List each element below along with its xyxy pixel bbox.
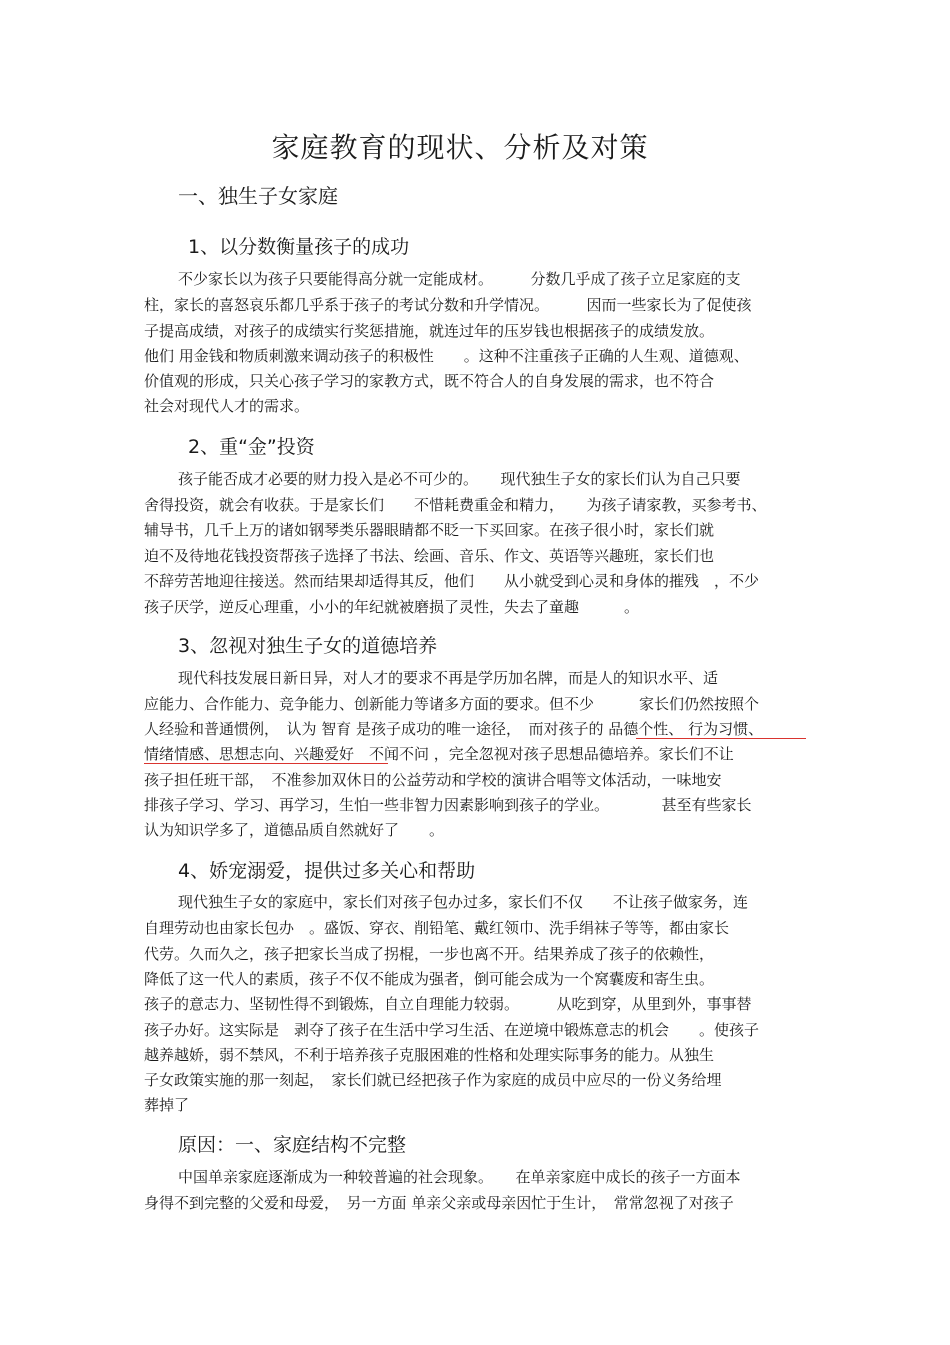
paragraph-line: 社会对现代人才的需求。 <box>144 397 310 415</box>
paragraph-line: 身得不到完整的父爱和母爱， 另一方面 单亲父亲或母亲因忙于生计， 常常忽视了对孩子 <box>144 1194 734 1212</box>
paragraph-line: 认为知识学多了，道德品质自然就好了 。 <box>144 821 445 839</box>
paragraph-line: 情绪情感、思想志向、兴趣爱好 不闻不问 ，完全忽视对孩子思想品德培养。家长们不让 <box>144 745 734 763</box>
paragraph-line: 孩子厌学，逆反心理重，小小的年纪就被磨损了灵性，失去了童趣 。 <box>144 598 640 616</box>
paragraph-line: 应能力、合作能力、竞争能力、创新能力等诸多方面的要求。但不少 家长们仍然按照个 <box>144 695 760 713</box>
paragraph-line: 不辞劳苦地迎往接送。然而结果却适得其反，他们 从小就受到心灵和身体的摧残 ，不少 <box>144 572 760 590</box>
paragraph-line: 辅导书，几千上万的诸如钢琴类乐器眼睛都不眨一下买回家。在孩子很小时，家长们就 <box>144 521 715 539</box>
paragraph-line: 中国单亲家庭逐渐成为一种较普遍的社会现象。 在单亲家庭中成长的孩子一方面本 <box>178 1168 741 1186</box>
subsection-heading-2: 2、重“金”投资 <box>188 436 315 458</box>
document-title: 家庭教育的现状、分析及对策 <box>271 131 649 164</box>
section-heading: 一、独生子女家庭 <box>178 184 338 208</box>
paragraph-line: 代劳。久而久之，孩子把家长当成了拐棍，一步也离不开。结果养成了孩子的依赖性， <box>144 945 715 963</box>
paragraph-line: 自理劳动也由家长包办 。盛饭、穿衣、削铅笔、戴红领巾、洗手绢袜子等等，都由家长 <box>144 919 730 937</box>
paragraph-line: 葬掉了 <box>144 1096 190 1114</box>
paragraph-line: 孩子的意志力、坚韧性得不到锻炼，自立自理能力较弱。 从吃到穿，从里到外，事事替 <box>144 995 752 1013</box>
paragraph-line: 子女政策实施的那一刻起， 家长们就已经把孩子作为家庭的成员中应尽的一份义务给埋 <box>144 1071 722 1089</box>
paragraph-line: 越养越娇，弱不禁风，不利于培养孩子克服困难的性格和处理实际事务的能力。从独生 <box>144 1046 715 1064</box>
paragraph-line: 孩子能否成才必要的财力投入是必不可少的。 现代独生子女的家长们认为自己只要 <box>178 470 741 488</box>
paragraph-line: 人经验和普通惯例， 认为 智育 是孩子成功的唯一途径， 而对孩子的 品德个性、 行为习惯、 <box>144 720 764 738</box>
paragraph-line: 柱，家长的喜怒哀乐都几乎系于孩子的考试分数和升学情况。 因而一些家长为了促使孩 <box>144 296 752 314</box>
paragraph-line: 现代独生子女的家庭中，家长们对孩子包办过多，家长们不仅 不让孩子做家务，连 <box>178 893 749 911</box>
paragraph-line: 孩子担任班干部， 不准参加双休日的公益劳动和学校的演讲合唱等文体活动，一味地安 <box>144 771 722 789</box>
subsection-heading-1: 1、以分数衡量孩子的成功 <box>188 236 410 258</box>
paragraph-line: 舍得投资，就会有收获。于是家长们 不惜耗费重金和精力， 为孩子请家教，买参考书、 <box>144 496 767 514</box>
paragraph-line: 他们 用金钱和物质刺激来调动孩子的积极性 。这种不注重孩子正确的人生观、道德观、 <box>144 347 749 365</box>
paragraph-line: 不少家长以为孩子只要能得高分就一定能成材。 分数几乎成了孩子立足家庭的支 <box>178 270 741 288</box>
subsection-heading-4: 4、娇宠溺爱，提供过多关心和帮助 <box>178 860 476 882</box>
paragraph-line: 孩子办好。这实际是 剥夺了孩子在生活中学习生活、在逆境中锻炼意志的机会 。使孩子 <box>144 1021 760 1039</box>
paragraph-line: 现代科技发展日新日异，对人才的要求不再是学历加名牌，而是人的知识水平、适 <box>178 669 719 687</box>
paragraph-line: 迫不及待地花钱投资帮孩子选择了书法、绘画、音乐、作文、英语等兴趣班，家长们也 <box>144 547 715 565</box>
paragraph-line: 子提高成绩，对孩子的成绩实行奖惩措施，就连过年的压岁钱也根据孩子的成绩发放。 <box>144 322 715 340</box>
paragraph-line: 排孩子学习、学习、再学习，生怕一些非智力因素影响到孩子的学业。 甚至有些家长 <box>144 796 752 814</box>
red-underline <box>636 738 806 739</box>
reason-heading: 原因：一、家庭结构不完整 <box>178 1134 407 1156</box>
subsection-heading-3: 3、忽视对独生子女的道德培养 <box>178 635 438 657</box>
red-underline <box>144 763 388 764</box>
paragraph-line: 价值观的形成，只关心孩子学习的家教方式，既不符合人的自身发展的需求，也不符合 <box>144 372 715 390</box>
paragraph-line: 降低了这一代人的素质，孩子不仅不能成为强者，倒可能会成为一个窝囊废和寄生虫。 <box>144 970 715 988</box>
